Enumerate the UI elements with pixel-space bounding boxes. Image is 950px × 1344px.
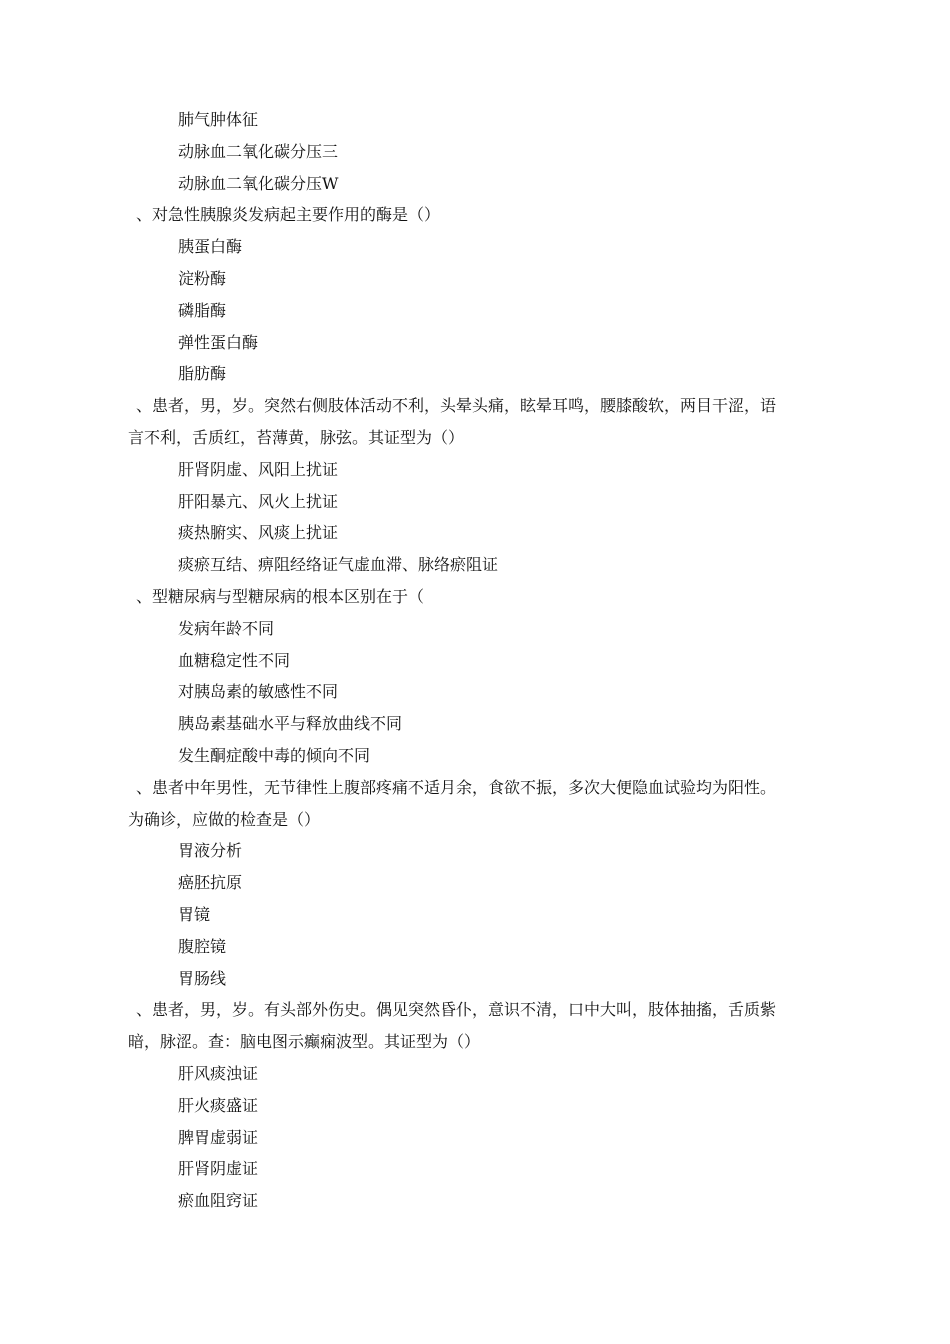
question-line: 、对急性胰腺炎发病起主要作用的酶是（） — [136, 205, 441, 225]
option-line: 肝阳暴亢、风火上扰证 — [178, 491, 339, 511]
question-line: 、患者，男，岁。有头部外伤史。偶见突然昏仆，意识不清，口中大叫，肢体抽搐，舌质紫 — [136, 1000, 777, 1020]
option-line: 肝风痰浊证 — [178, 1063, 259, 1083]
question-continuation-line: 为确诊，应做的检查是（） — [128, 809, 321, 829]
option-line: 脂肪酶 — [178, 364, 227, 384]
option-line: 癌胚抗原 — [178, 873, 243, 893]
option-line: 发病年龄不同 — [178, 618, 275, 638]
option-line: 肺气肿体征 — [178, 110, 259, 129]
question-continuation-line: 言不利，舌质红，苔薄黄，脉弦。其证型为（） — [128, 427, 465, 447]
option-line: 肝肾阴虚、风阳上扰证 — [178, 459, 339, 479]
option-line: 痰热腑实、风痰上扰证 — [178, 523, 339, 543]
option-line: 对胰岛素的敏感性不同 — [178, 682, 339, 702]
question-line: 、患者中年男性，无节律性上腹部疼痛不适月余，食欲不振，多次大便隐血试验均为阳性。 — [136, 777, 777, 797]
option-line: 磷脂酶 — [178, 300, 227, 320]
option-line: 弹性蛋白酶 — [178, 332, 259, 352]
option-line: 脾胃虚弱证 — [178, 1127, 259, 1147]
option-line: 动脉血二氧化碳分压W — [178, 173, 339, 193]
option-line: 动脉血二氧化碳分压三 — [178, 141, 339, 161]
option-line: 血糖稳定性不同 — [178, 650, 291, 670]
question-line: 、型糖尿病与型糖尿病的根本区别在于（ — [136, 586, 425, 606]
option-line: 胰岛素基础水平与释放曲线不同 — [178, 714, 403, 734]
option-line: 肝肾阴虚证 — [178, 1159, 259, 1179]
option-line: 淀粉酶 — [178, 268, 227, 288]
question-line: 、患者，男，岁。突然右侧肢体活动不利，头晕头痛，眩晕耳鸣，腰膝酸软，两目干涩，语 — [136, 396, 777, 416]
option-line: 胃镜 — [178, 904, 211, 924]
option-line: 发生酮症酸中毒的倾向不同 — [178, 745, 371, 765]
option-line: 胃肠线 — [178, 968, 227, 988]
document-body — [128, 104, 828, 1217]
option-line: 肝火痰盛证 — [178, 1095, 259, 1115]
option-line: 胃液分析 — [178, 841, 243, 861]
option-line: 瘀血阻窍证 — [178, 1191, 259, 1211]
option-line: 胰蛋白酶 — [178, 237, 243, 257]
option-line: 腹腔镜 — [178, 936, 227, 956]
option-line: 痰瘀互结、痹阻经络证气虚血滞、脉络瘀阻证 — [178, 555, 499, 575]
question-continuation-line: 暗，脉涩。查：脑电图示癫痫波型。其证型为（） — [128, 1032, 481, 1052]
